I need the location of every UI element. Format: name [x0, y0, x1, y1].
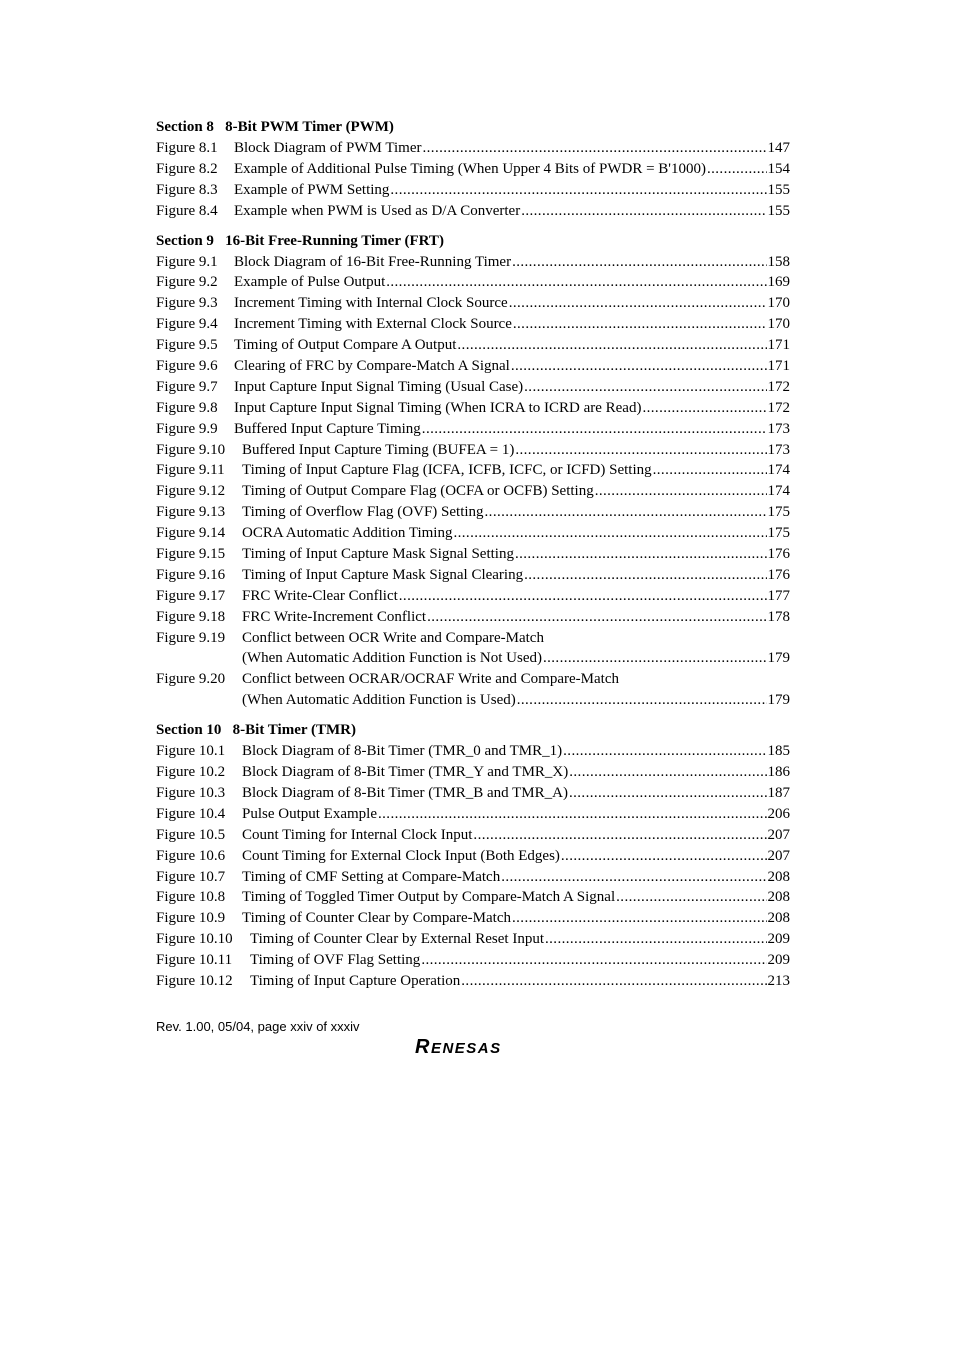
figure-title: Timing of Input Capture Flag (ICFA, ICFB, ICFC, or ICFD) Setting: [242, 462, 652, 479]
section-heading: Section 8 8-Bit PWM Timer (PWM): [156, 119, 394, 135]
figure-title: Block Diagram of 8-Bit Timer (TMR_B and TMR_A): [242, 784, 568, 801]
dot-leader: [399, 586, 767, 607]
figure-title: Block Diagram of PWM Timer: [234, 140, 422, 156]
toc-entry[interactable]: [156, 762, 790, 783]
toc-line: [156, 804, 790, 825]
page-number: 170: [767, 316, 790, 333]
page-number: 176: [767, 566, 790, 583]
figure-title: OCRA Automatic Addition Timing: [242, 525, 453, 542]
toc-entry[interactable]: [156, 607, 790, 628]
toc-line: [156, 825, 790, 846]
figure-number: Figure 9.19: [156, 629, 226, 646]
toc-entry[interactable]: [156, 971, 790, 992]
page-number: 175: [767, 504, 790, 521]
page-number: 187: [767, 784, 790, 801]
dot-leader: [512, 908, 767, 929]
dot-leader: [545, 929, 767, 950]
figure-title: (When Automatic Addition Function is Used): [242, 692, 516, 709]
toc-entry[interactable]: [156, 783, 790, 804]
figure-number: Figure 8.1: [156, 140, 218, 156]
figure-title: Timing of Input Capture Mask Signal Setting: [242, 546, 514, 563]
toc-entry[interactable]: [156, 523, 790, 544]
toc-line: [156, 783, 790, 804]
dot-leader: [390, 180, 766, 201]
toc-entry[interactable]: [156, 460, 790, 481]
toc-entry[interactable]: [156, 846, 790, 867]
toc-entry[interactable]: [156, 669, 790, 711]
toc-line: [156, 607, 790, 628]
figure-title: Block Diagram of 8-Bit Timer (TMR_Y and TMR_X): [242, 764, 569, 781]
figure-number: Figure 9.1: [156, 253, 218, 270]
page-number: 147: [767, 140, 790, 156]
dot-leader: [524, 565, 766, 586]
figure-number: Figure 9.20: [156, 671, 226, 688]
toc-line: [156, 356, 790, 377]
dot-leader: [512, 252, 766, 273]
page-number: 209: [767, 931, 790, 948]
toc-line: [156, 314, 790, 335]
figure-title: FRC Write-Clear Conflict: [242, 587, 398, 604]
toc-line: [156, 481, 790, 502]
toc-line: [156, 971, 790, 992]
figure-title: Timing of Counter Clear by External Reset Input: [250, 931, 544, 948]
toc-line: [156, 523, 790, 544]
figure-title: Pulse Output Example: [242, 805, 377, 822]
dot-leader: [485, 502, 767, 523]
toc-entry[interactable]: [156, 929, 790, 950]
page-number: 208: [767, 910, 790, 927]
page-number: 179: [767, 692, 790, 709]
page-number: 177: [767, 587, 790, 604]
figure-title: Example of Pulse Output: [234, 274, 386, 291]
dot-leader: [595, 481, 767, 502]
page-number: 172: [767, 378, 790, 395]
toc-entry[interactable]: [156, 272, 790, 293]
dot-leader: [461, 971, 766, 992]
toc-entry[interactable]: [156, 908, 790, 929]
dot-leader: [511, 356, 767, 377]
toc-entry[interactable]: [156, 565, 790, 586]
figure-title: (When Automatic Addition Function is Not Used): [242, 650, 542, 667]
figure-title: Timing of Output Compare A Output: [234, 337, 457, 354]
figure-title: Timing of Input Capture Operation: [250, 972, 461, 989]
figure-number: Figure 8.2: [156, 160, 218, 177]
toc-entry[interactable]: [156, 586, 790, 607]
figure-number: Figure 9.3: [156, 295, 218, 312]
toc-line: [156, 138, 790, 159]
page-number: 174: [767, 483, 790, 500]
figure-title: Example of Additional Pulse Timing (When Upper 4 Bits of PWDR = B'1000): [234, 160, 706, 177]
page-number: 155: [767, 181, 790, 198]
toc-line: [156, 440, 790, 461]
figure-number: Figure 9.8: [156, 399, 218, 416]
figure-number: Figure 9.2: [156, 274, 218, 291]
dot-leader: [653, 460, 767, 481]
dot-leader: [422, 419, 767, 440]
page-number: 213: [767, 972, 790, 989]
figure-number: Figure 9.15: [156, 546, 226, 563]
figure-title: Clearing of FRC by Compare-Match A Signal: [234, 358, 510, 375]
toc-entry[interactable]: [156, 419, 790, 440]
page-number: 185: [767, 743, 790, 760]
toc-line: [156, 648, 790, 669]
page-number: 176: [767, 546, 790, 563]
figure-number: Figure 8.3: [156, 181, 218, 198]
dot-leader: [616, 887, 766, 908]
figure-number: Figure 10.2: [156, 764, 226, 781]
toc-entry[interactable]: [156, 440, 790, 461]
figure-number: Figure 9.9: [156, 420, 218, 437]
page-number: 207: [767, 847, 790, 864]
figure-number: Figure 10.3: [156, 784, 226, 801]
toc-line: [156, 460, 790, 481]
page-number: 173: [767, 420, 790, 437]
page-number: 186: [767, 764, 790, 781]
toc-line: [156, 867, 790, 888]
toc-entry[interactable]: [156, 867, 790, 888]
toc-line: [156, 502, 790, 523]
page-number: 179: [767, 650, 790, 667]
toc-line: [156, 544, 790, 565]
figure-number: Figure 9.5: [156, 337, 218, 354]
toc-line: [156, 419, 790, 440]
figure-title: FRC Write-Increment Conflict: [242, 608, 427, 625]
page-number: 208: [767, 868, 790, 885]
page-number: 169: [767, 274, 790, 291]
toc-entry[interactable]: [156, 377, 790, 398]
toc-line: [156, 741, 790, 762]
figure-number: Figure 9.11: [156, 462, 225, 479]
toc-line: [156, 252, 790, 273]
dot-leader: [509, 293, 767, 314]
toc-entry[interactable]: [156, 502, 790, 523]
figure-title: Block Diagram of 16-Bit Free-Running Timer: [234, 253, 512, 270]
figure-number: Figure 10.7: [156, 868, 226, 885]
toc-line: [156, 272, 790, 293]
toc-line: [156, 669, 790, 690]
dot-leader: [642, 398, 766, 419]
toc-line: [156, 335, 790, 356]
toc-entry[interactable]: [156, 481, 790, 502]
toc-entry[interactable]: [156, 293, 790, 314]
figure-number: Figure 9.16: [156, 566, 226, 583]
toc-entry[interactable]: [156, 180, 790, 201]
figure-number: Figure 9.12: [156, 483, 226, 500]
figure-number: Figure 10.8: [156, 889, 226, 906]
page-number: 173: [767, 441, 790, 458]
figure-title: Conflict between OCR Write and Compare-Match: [242, 629, 544, 646]
figure-number: Figure 10.6: [156, 847, 226, 864]
toc-line: [156, 690, 790, 711]
toc-line: [156, 180, 790, 201]
toc-line: [156, 887, 790, 908]
figure-number: Figure 10.10: [156, 931, 233, 948]
toc-entry[interactable]: [156, 252, 790, 273]
dot-leader: [421, 950, 766, 971]
toc-entry[interactable]: [156, 887, 790, 908]
page-number: 178: [767, 608, 790, 625]
toc-entry[interactable]: [156, 159, 790, 180]
renesas-logo: RENESAS: [415, 1036, 502, 1058]
dot-leader: [569, 783, 767, 804]
toc-entry[interactable]: [156, 628, 790, 670]
toc-entry[interactable]: [156, 314, 790, 335]
figure-title: Count Timing for External Clock Input (Both Edges): [242, 847, 560, 864]
toc-entry[interactable]: [156, 741, 790, 762]
dot-leader: [453, 523, 766, 544]
toc-entry[interactable]: [156, 335, 790, 356]
toc-line: [156, 908, 790, 929]
toc-line: [156, 293, 790, 314]
toc-entry[interactable]: [156, 950, 790, 971]
page-number: 206: [767, 805, 790, 822]
toc-entry[interactable]: [156, 804, 790, 825]
page-number: 171: [767, 337, 790, 354]
dot-leader: [517, 690, 767, 711]
page-number: 154: [767, 160, 790, 177]
figure-number: Figure 10.12: [156, 972, 233, 989]
figure-title: Buffered Input Capture Timing (BUFEA = 1): [242, 441, 515, 458]
dot-leader: [561, 846, 767, 867]
figure-number: Figure 9.17: [156, 587, 226, 604]
toc-entry[interactable]: [156, 825, 790, 846]
toc-line: [156, 377, 790, 398]
figure-number: Figure 9.7: [156, 378, 218, 395]
toc-line: [156, 398, 790, 419]
toc-line: [156, 201, 790, 222]
page-number: 172: [767, 399, 790, 416]
toc-line: [156, 159, 790, 180]
toc-line: [156, 586, 790, 607]
toc-section: [156, 117, 790, 222]
dot-leader: [515, 440, 766, 461]
figure-title: Timing of Input Capture Mask Signal Clearing: [242, 566, 524, 583]
dot-leader: [501, 867, 766, 888]
toc-line: [156, 565, 790, 586]
page-number: 170: [767, 295, 790, 312]
figure-title: Timing of Overflow Flag (OVF) Setting: [242, 504, 484, 521]
dot-leader: [524, 377, 766, 398]
figure-title: Timing of Counter Clear by Compare-Match: [242, 910, 511, 927]
figure-number: Figure 10.1: [156, 743, 226, 760]
dot-leader: [521, 201, 766, 222]
figure-title: Timing of Toggled Timer Output by Compare-Match A Signal: [242, 889, 616, 906]
toc-page: [156, 117, 790, 1001]
figure-number: Figure 9.14: [156, 525, 226, 542]
page-number: 208: [767, 889, 790, 906]
dot-leader: [386, 272, 766, 293]
page-number: 207: [767, 826, 790, 843]
figure-title: Timing of Output Compare Flag (OCFA or OCFB) Setting: [242, 483, 594, 500]
dot-leader: [707, 159, 767, 180]
dot-leader: [473, 825, 766, 846]
page-number: 209: [767, 952, 790, 969]
dot-leader: [515, 544, 767, 565]
toc-entry[interactable]: [156, 398, 790, 419]
dot-leader: [513, 314, 767, 335]
page-number: 174: [767, 462, 790, 479]
dot-leader: [378, 804, 767, 825]
page-number: 155: [767, 202, 790, 219]
dot-leader: [457, 335, 766, 356]
figure-number: Figure 9.4: [156, 316, 218, 333]
figure-title: Example when PWM is Used as D/A Converter: [234, 202, 521, 219]
page-number: 175: [767, 525, 790, 542]
toc-line: [156, 950, 790, 971]
dot-leader: [427, 607, 766, 628]
figure-number: Figure 9.18: [156, 608, 226, 625]
toc-entry[interactable]: [156, 544, 790, 565]
dot-leader: [569, 762, 766, 783]
figure-title: Conflict between OCRAR/OCRAF Write and Compare-Match: [242, 671, 619, 688]
toc-line: [156, 628, 790, 649]
figure-title: Timing of OVF Flag Setting: [250, 952, 421, 969]
page-footer: Rev. 1.00, 05/04, page xxiv of xxxiv: [156, 1019, 360, 1034]
figure-title: Count Timing for Internal Clock Input: [242, 826, 473, 843]
figure-number: Figure 10.5: [156, 826, 226, 843]
page-number: 171: [767, 358, 790, 375]
toc-line: [156, 929, 790, 950]
dot-leader: [563, 741, 766, 762]
page-number: 158: [767, 253, 790, 270]
toc-section: [156, 720, 790, 992]
toc-line: [156, 762, 790, 783]
figure-title: Increment Timing with External Clock Source: [234, 316, 512, 333]
section-heading: Section 10 8-Bit Timer (TMR): [156, 722, 356, 739]
figure-number: Figure 8.4: [156, 202, 218, 219]
dot-leader: [543, 648, 767, 669]
toc-entry[interactable]: [156, 356, 790, 377]
figure-number: Figure 9.10: [156, 441, 226, 458]
figure-title: Buffered Input Capture Timing: [234, 420, 421, 437]
figure-number: Figure 9.6: [156, 358, 218, 375]
figure-number: Figure 10.9: [156, 910, 226, 927]
section-heading: Section 9 16-Bit Free-Running Timer (FRT): [156, 232, 444, 249]
figure-title: Increment Timing with Internal Clock Source: [234, 295, 508, 312]
figure-title: Example of PWM Setting: [234, 181, 390, 198]
dot-leader: [423, 138, 767, 159]
figure-number: Figure 9.13: [156, 504, 226, 521]
toc-entry[interactable]: [156, 201, 790, 222]
figure-title: Input Capture Input Signal Timing (When ICRA to ICRD are Read): [234, 399, 642, 416]
toc-line: [156, 846, 790, 867]
figure-number: Figure 10.11: [156, 952, 233, 969]
toc-entry[interactable]: [156, 138, 790, 159]
figure-title: Block Diagram of 8-Bit Timer (TMR_0 and TMR_1): [242, 743, 563, 760]
figure-title: Timing of CMF Setting at Compare-Match: [242, 868, 501, 885]
figure-title: Input Capture Input Signal Timing (Usual Case): [234, 378, 524, 395]
toc-section: [156, 231, 790, 712]
figure-number: Figure 10.4: [156, 805, 226, 822]
